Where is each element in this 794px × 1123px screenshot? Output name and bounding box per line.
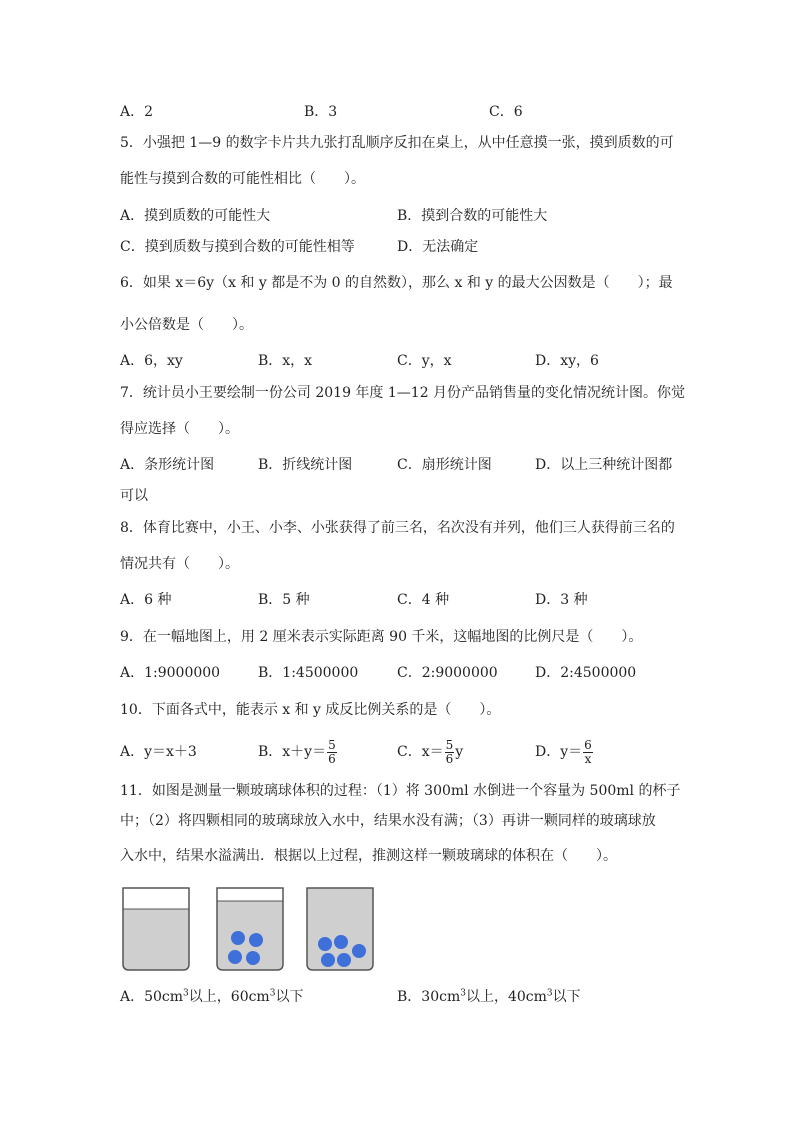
q10-option-c [397,734,463,770]
q5-option-d: D．无法确定 [397,239,479,255]
q7-option-c: C．扇形统计图 [397,457,492,473]
q5-option-c: C．摸到质数与摸到合数的可能性相等 [120,239,355,255]
q10-option-c-prefix: C．x＝ [397,744,444,760]
q6-stem-line2: 小公倍数是（ ）。 [120,317,253,333]
q10-option-d [535,734,594,770]
q5-option-a: A．摸到质数的可能性大 [120,208,271,224]
q8-stem-line2: 情况共有（ ）。 [120,556,239,572]
q7-option-a: A．条形统计图 [120,457,215,473]
q9-option-d: D．2:4500000 [535,665,637,681]
q10-option-d-fraction [583,739,593,766]
q8-option-c: C．4 种 [397,592,450,608]
q10-option-a: A．y＝x＋3 [120,744,197,760]
fraction-numerator: 5 [328,737,336,752]
q4-option-b: B．3 [304,104,338,120]
beaker-five-balls-image [305,886,375,972]
q7-option-d: D．以上三种统计图都 [535,457,673,473]
q11-option-b [397,987,581,1007]
fraction-denominator: 6 [328,751,336,766]
q8-option-a: A．6 种 [120,592,172,608]
q8-stem-line1: 8．体育比赛中，小王、小李、小张获得了前三名，名次没有并列，他们三人获得前三名的 [120,520,675,536]
cubic-superscript: 3 [460,988,466,999]
q7-option-b: B．折线统计图 [258,457,353,473]
fraction-denominator: 6 [445,751,454,766]
q11-stem-line1: 11．如图是测量一颗玻璃球体积的过程：（1）将 300ml 水倒进一个容量为 500ml 的杯子 [120,783,681,799]
q10-option-c-fraction [445,739,455,766]
cubic-superscript: 3 [269,988,276,999]
q4-option-c: C．6 [489,104,523,120]
fraction-numerator: 6 [584,737,592,752]
q10-option-d-prefix: D．y＝ [535,744,583,760]
q9-option-c: C．2:9000000 [397,665,498,681]
q6-option-a: A．6，xy [120,353,183,369]
q7-stem-line1: 7．统计员小王要绘制一份公司 2019 年度 1—12 月份产品销售量的变化情况统计图。你觉 [120,385,686,401]
q9-option-b: B．1:4500000 [258,665,359,681]
q11-option-a [120,987,303,1007]
q5-option-b: B．摸到合数的可能性大 [397,208,548,224]
q10-option-c-suffix: y [455,744,464,760]
q6-stem-line1: 6．如果 x＝6y（x 和 y 都是不为 0 的自然数），那么 x 和 y 的最大公因数是（ ）；最 [120,275,673,291]
q8-option-d: D．3 种 [535,592,588,608]
fraction-numerator: 5 [445,737,454,752]
q10-option-b-prefix: B．x＋y＝ [258,744,327,760]
q11-option-b-part3: 以下 [552,989,581,1005]
q6-option-c: C．y，x [397,353,452,369]
q11-option-b-part1: B．30cm [397,989,461,1005]
q11-option-a-part1: A．50cm [120,989,184,1005]
q11-stem-line3: 入水中，结果水溢满出．根据以上过程，推测这样一颗玻璃球的体积在（ ）。 [120,848,617,864]
q11-option-a-part3: 以下 [275,989,304,1005]
q10-option-b-fraction [327,739,337,766]
q5-stem-line2: 能性与摸到合数的可能性相比（ ）。 [120,171,365,187]
q6-option-b: B．x，x [258,353,313,369]
q11-stem-line2: 中；（2）将四颗相同的玻璃球放入水中，结果水没有满；（3）再讲一颗同样的玻璃球放 [120,813,656,829]
q9-option-a: A．1:9000000 [120,665,221,681]
q6-option-d: D．xy，6 [535,353,599,369]
q4-option-a: A．2 [120,104,154,120]
q7-option-d-continued: 可以 [120,488,148,504]
q8-option-b: B．5 种 [258,592,310,608]
q10-option-b [258,734,338,770]
q5-stem-line1: 5．小强把 1—9 的数字卡片共九张打乱顺序反扣在桌上，从中任意摸一张，摸到质数的可 [120,135,674,151]
q9-stem: 9．在一幅地图上，用 2 厘米表示实际距离 90 千米，这幅地图的比例尺是（ ）。 [120,629,643,645]
q10-stem: 10．下面各式中，能表示 x 和 y 成反比例关系的是（ ）。 [120,702,501,718]
q11-option-b-part2: 以上，40cm [465,989,547,1005]
cubic-superscript: 3 [546,988,553,999]
q7-stem-line2: 得应选择（ ）。 [120,421,239,437]
beaker-water-only-image [121,886,191,972]
cubic-superscript: 3 [183,988,189,999]
fraction-denominator: x [584,751,592,766]
q11-option-a-part2: 以上，60cm [188,989,270,1005]
beaker-four-balls-image [215,886,285,972]
